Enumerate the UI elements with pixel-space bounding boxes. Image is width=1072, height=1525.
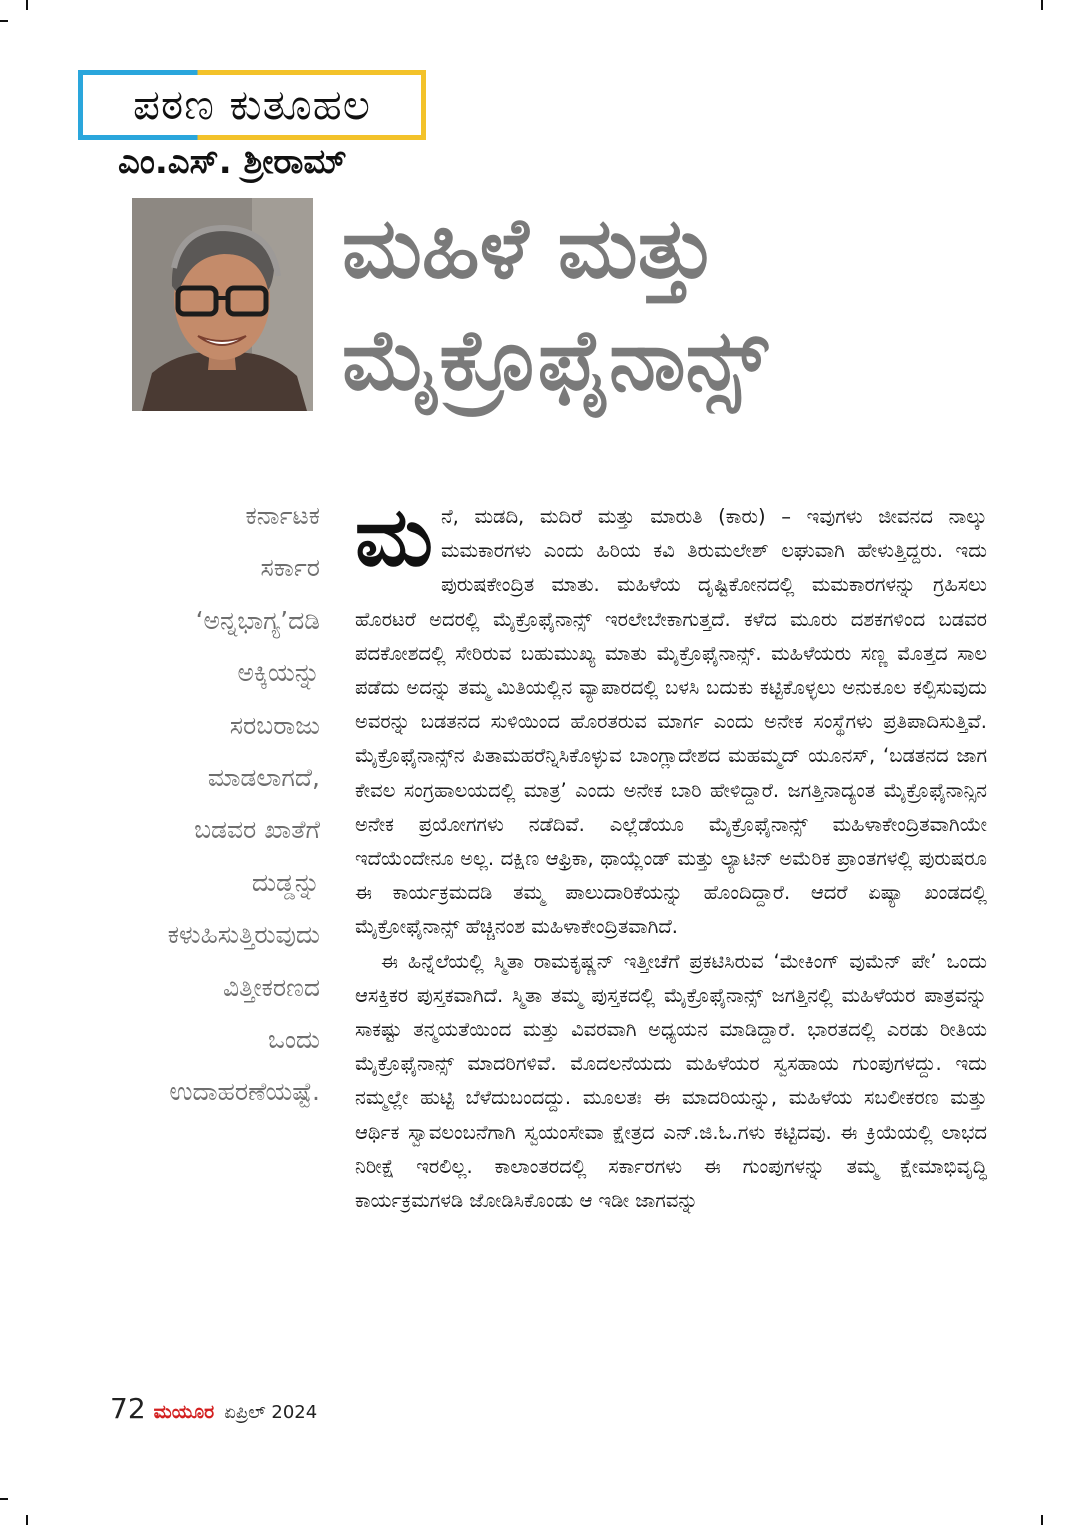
pull-quote-line: ‘ಅನ್ನಭಾಗ್ಯ’ದಡಿ [195,605,320,635]
crop-mark [0,20,8,22]
pull-quote-line: ಅಕ್ಕಿಯನ್ನು [237,658,320,688]
column-title-box [78,70,426,140]
pull-quote-line: ಉದಾಹರಣೆಯಷ್ಟೆ. [169,1077,320,1107]
headline-line-1: ಮಹಿಳೆ ಮತ್ತು [342,199,717,297]
crop-mark [1041,1515,1043,1525]
page-number: 72 [110,1392,146,1425]
crop-mark [26,0,28,10]
issue-date: ಏಪ್ರಿಲ್ 2024 [224,1402,318,1423]
paragraph-2-text: ಈ ಹಿನ್ನೆಲೆಯಲ್ಲಿ ಸ್ಮಿತಾ ರಾಮಕೃಷ್ಣನ್ ಇತ್ತೀಚೆಗೆ ಪ್ರಕಟಿಸಿರುವ ‘ಮೇಕಿಂಗ್ ವುಮೆನ್ ಪೇ’ ಒಂದು ಆಸಕ್ತಿಕರ ಪುಸ್ತಕವಾಗಿದೆ. ಸ್ಮಿತಾ ತಮ್ಮ ಪುಸ್ತಕದಲ್ಲಿ ಮೈಕ್ರೊಫೈನಾನ್ಸ್ ಜಗತ್ತಿನಲ್ಲಿ ಮಹಿಳೆಯರ ಪಾತ್ರವನ್ನು ಸಾಕಷ್ಟು ತನ್ಮಯತೆಯಿಂದ ಮತ್ತು ವಿವರವಾಗಿ ಅಧ್ಯಯನ ಮಾಡಿದ್ದಾರೆ. ಭಾರತದಲ್ಲಿ ಎರಡು ರೀತಿಯ ಮೈಕ್ರೊಫೈನಾನ್ಸ್ ಮಾದರಿಗಳಿವೆ. ಮೊದಲನೆಯದು ಮಹಿಳೆಯರ ಸ್ವಸಹಾಯ ಗುಂಪುಗಳದ್ದು. ಇದು ನಮ್ಮಲ್ಲೇ ಹುಟ್ಟಿ ಬೆಳೆದುಬಂದದ್ದು. ಮೂಲತಃ ಈ ಮಾದರಿಯನ್ನು, ಮಹಿಳೆಯ ಸಬಲೀಕರಣ ಮತ್ತು ಆರ್ಥಿಕ ಸ್ವಾವಲಂಬನೆಗಾಗಿ ಸ್ವಯಂಸೇವಾ ಕ್ಷೇತ್ರದ ಎನ್.ಜಿ.ಓ.ಗಳು ಕಟ್ಟಿದವು. ಈ ಕ್ರಿಯೆಯಲ್ಲಿ ಲಾಭದ ನಿರೀಕ್ಷೆ ಇರಲಿಲ್ಲ. ಕಾಲಾಂತರದಲ್ಲಿ ಸರ್ಕಾರಗಳು ಈ ಗುಂಪುಗಳನ್ನು ತಮ್ಮ ಕ್ಷೇಮಾಭಿವೃದ್ಧಿ ಕಾರ್ಯಕ್ರಮಗಳಡಿ ಜೋಡಿಸಿಕೊಂಡು ಆ ಇಡೀ ಜಾಗವನ್ನು [355,949,987,1213]
column-name: ಪಠಣ ಕುತೂಹಲ [133,80,371,129]
drop-cap: ಮ [355,500,433,585]
crop-mark [0,1498,8,1500]
pull-quote-line: ಸರ್ಕಾರ [260,553,320,583]
pull-quote-line: ವಿತ್ತೀಕರಣದ [222,972,320,1002]
magazine-logo: ಮಯೂರ [153,1401,215,1423]
pull-quote [96,490,320,1119]
crop-mark [1041,0,1043,10]
author-photo [132,198,313,411]
crop-mark [26,1515,28,1525]
page-footer [110,1392,317,1425]
article-body [355,500,987,1385]
pull-quote-line: ಸರಬರಾಜು [229,710,320,740]
body-paragraph [355,945,987,1219]
pull-quote-line: ಕಳುಹಿಸುತ್ತಿರುವುದು [167,920,320,950]
author-portrait-graphic [132,198,313,411]
headline-line-2: ಮೈಕ್ರೊಫೈನಾನ್ಸ್ [342,311,768,409]
paragraph-1-text: ನೆ, ಮಡದಿ, ಮದಿರೆ ಮತ್ತು ಮಾರುತಿ (ಕಾರು) – ಇವುಗಳು ಜೀವನದ ನಾಲ್ಕು ಮಮಕಾರಗಳು ಎಂದು ಹಿರಿಯ ಕವಿ ತಿರುಮಲೇಶ್ ಲಘುವಾಗಿ ಹೇಳುತ್ತಿದ್ದರು. ಇದು ಪುರುಷಕೇಂದ್ರಿತ ಮಾತು. ಮಹಿಳೆಯ ದೃಷ್ಟಿಕೋನದಲ್ಲಿ ಮಮಕಾರಗಳನ್ನು ಗ್ರಹಿಸಲು ಹೊರಟರೆ ಅದರಲ್ಲಿ ಮೈಕ್ರೊಫೈನಾನ್ಸ್ ಇರಲೇಬೇಕಾಗುತ್ತದೆ. ಕಳೆದ ಮೂರು ದಶಕಗಳಿಂದ ಬಡವರ ಪದಕೋಶದಲ್ಲಿ ಸೇರಿರುವ ಬಹುಮುಖ್ಯ ಮಾತು ಮೈಕ್ರೊಫೈನಾನ್ಸ್. ಮಹಿಳೆಯರು ಸಣ್ಣ ಮೊತ್ತದ ಸಾಲ ಪಡೆದು ಅದನ್ನು ತಮ್ಮ ಮಿತಿಯಲ್ಲಿನ ವ್ಯಾಪಾರದಲ್ಲಿ ಬಳಸಿ ಬದುಕು ಕಟ್ಟಿಕೊಳ್ಳಲು ಅನುಕೂಲ ಕಲ್ಪಿಸುವುದು ಅವರನ್ನು ಬಡತನದ ಸುಳಿಯಿಂದ ಹೊರತರುವ ಮಾರ್ಗ ಎಂದು ಅನೇಕ ಸಂಸ್ಥೆಗಳು ಪ್ರತಿಪಾದಿಸುತ್ತಿವೆ. ಮೈಕ್ರೊಫೈನಾನ್ಸ್‌ನ ಪಿತಾಮಹರೆನ್ನಿಸಿಕೊಳ್ಳುವ ಬಾಂಗ್ಲಾದೇಶದ ಮಹಮ್ಮದ್ ಯೂನಸ್, ‘ಬಡತನದ ಜಾಗ ಕೇವಲ ಸಂಗ್ರಹಾಲಯದಲ್ಲಿ ಮಾತ್ರ’ ಎಂದು ಅನೇಕ ಬಾರಿ ಹೇಳಿದ್ದಾರೆ. ಜಗತ್ತಿನಾದ್ಯಂತ ಮೈಕ್ರೊಫೈನಾನ್ಸಿನ ಅನೇಕ ಪ್ರಯೋಗಗಳು ನಡೆದಿವೆ. ಎಲ್ಲೆಡೆಯೂ ಮೈಕ್ರೊಫೈನಾನ್ಸ್ ಮಹಿಳಾಕೇಂದ್ರಿತವಾಗಿಯೇ ಇದೆಯೆಂದೇನೂ ಅಲ್ಲ. ದಕ್ಷಿಣ ಆಫ್ರಿಕಾ, ಥಾಯ್ಲೆಂಡ್ ಮತ್ತು ಲ್ಯಾಟಿನ್ ಅಮೆರಿಕ ಪ್ರಾಂತಗಳಲ್ಲಿ ಪುರುಷರೂ ಈ ಕಾರ್ಯಕ್ರಮದಡಿ ತಮ್ಮ ಪಾಲುದಾರಿಕೆಯನ್ನು ಹೊಂದಿದ್ದಾರೆ. ಆದರೆ ಏಷ್ಯಾ ಖಂಡದಲ್ಲಿ ಮೈಕ್ರೋಫೈನಾನ್ಸ್ ಹೆಚ್ಚಿನಂಶ ಮಹಿಳಾಕೇಂದ್ರಿತವಾಗಿದೆ. [355,505,987,939]
body-paragraph [355,500,987,945]
pull-quote-line: ದುಡ್ಡನ್ನು [251,867,320,897]
author-name: ಎಂ.ಎಸ್. ಶ್ರೀರಾಮ್ [118,142,347,182]
pull-quote-line: ಮಾಡಲಾಗದೆ, [207,763,320,793]
pull-quote-line: ಕರ್ನಾಟಕ [245,501,320,530]
pull-quote-line: ಒಂದು [268,1025,320,1055]
pull-quote-line: ಬಡವರ ಖಾತೆಗೆ [194,815,320,845]
article-headline [342,192,1042,416]
